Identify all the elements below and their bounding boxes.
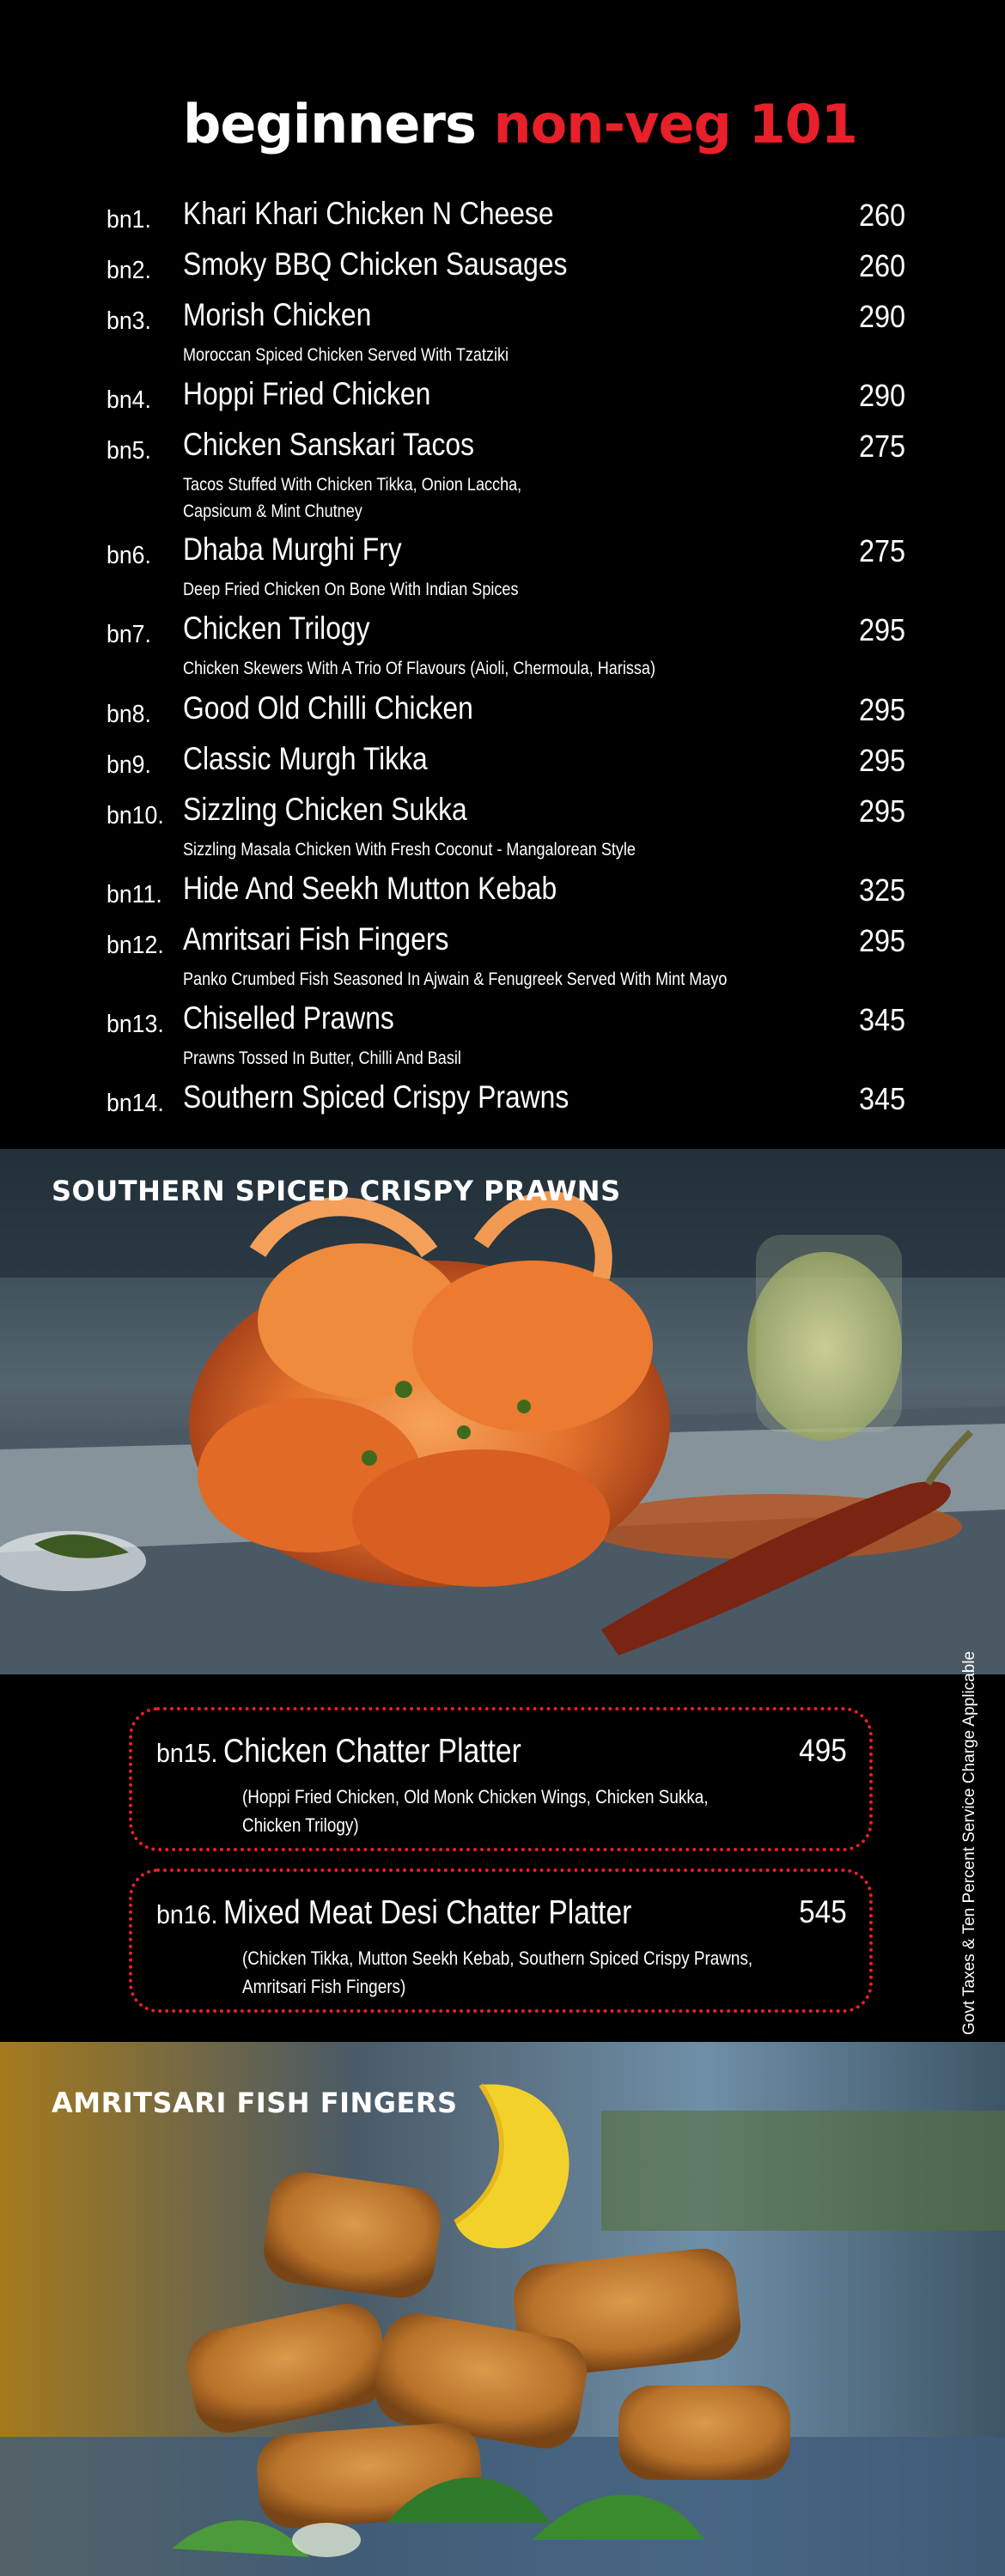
item-code: bn2. xyxy=(107,257,151,284)
item-description: Sizzling Masala Chicken With Fresh Coconut - Mangalorean Style xyxy=(183,840,636,860)
item-price: 325 xyxy=(858,872,905,908)
item-price: 275 xyxy=(858,533,905,568)
item-code: bn13. xyxy=(107,1011,164,1038)
item-price: 295 xyxy=(858,692,905,727)
prawns-photo xyxy=(0,1149,1005,1674)
item-code: bn15. xyxy=(156,1738,218,1768)
item-description: Chicken Skewers With A Trio Of Flavours (Aioli, Chermoula, Harissa) xyxy=(183,659,655,678)
item-name: Good Old Chilli Chicken xyxy=(183,690,473,726)
item-name: Chicken Sanskari Tacos xyxy=(183,427,475,462)
item-name: Sizzling Chicken Sukka xyxy=(183,792,467,827)
prawns-illustration xyxy=(0,1149,1005,1674)
item-price: 295 xyxy=(858,612,905,647)
title-non-veg: non-veg 101 xyxy=(493,93,857,155)
item-name: Smoky BBQ Chicken Sausages xyxy=(183,246,568,282)
platter-box xyxy=(129,1868,873,2013)
item-name: Hoppi Fried Chicken xyxy=(183,376,431,411)
item-code: bn6. xyxy=(107,542,151,569)
item-description: Panko Crumbed Fish Seasoned In Ajwain & Fenugreek Served With Mint Mayo xyxy=(183,969,728,989)
item-code: bn10. xyxy=(107,802,164,829)
item-name: Southern Spiced Crispy Prawns xyxy=(183,1079,570,1115)
item-code: bn4. xyxy=(107,386,151,414)
item-price: 260 xyxy=(858,248,905,283)
item-name: Chicken Chatter Platter xyxy=(223,1733,521,1770)
item-name: Hide And Seekh Mutton Kebab xyxy=(183,871,557,906)
item-name: Classic Murgh Tikka xyxy=(183,741,428,776)
item-description: Tacos Stuffed With Chicken Tikka, Onion Laccha, xyxy=(183,475,522,495)
item-price: 290 xyxy=(858,378,905,413)
item-description: (Hoppi Fried Chicken, Old Monk Chicken Wings, Chicken Sukka, xyxy=(242,1786,709,1807)
item-price: 295 xyxy=(858,743,905,778)
item-name: Chicken Trilogy xyxy=(183,611,370,646)
item-code: bn16. xyxy=(156,1899,218,1929)
tax-note: Govt Taxes & Ten Percent Service Charge Applicable xyxy=(960,1650,978,2035)
item-code: bn5. xyxy=(107,437,151,465)
item-price: 345 xyxy=(858,1002,905,1037)
item-description: (Chicken Tikka, Mutton Seekh Kebab, Southern Spiced Crispy Prawns, xyxy=(242,1947,753,1969)
item-price: 275 xyxy=(858,428,905,464)
item-description-line2: Amritsari Fish Fingers) xyxy=(242,1976,406,1997)
item-description: Moroccan Spiced Chicken Served With Tzatziki xyxy=(183,345,509,365)
photo-caption: SOUTHERN SPICED CRISPY PRAWNS xyxy=(52,1175,621,1207)
item-code: bn8. xyxy=(107,701,151,728)
item-code: bn7. xyxy=(107,621,151,648)
item-description: Deep Fried Chicken On Bone With Indian Spices xyxy=(183,580,519,599)
item-description-line2: Capsicum & Mint Chutney xyxy=(183,501,362,521)
item-description-line2: Chicken Trilogy) xyxy=(242,1814,359,1836)
item-price: 295 xyxy=(858,923,905,958)
item-price: 260 xyxy=(858,197,905,233)
item-name: Morish Chicken xyxy=(183,297,372,332)
fish-fingers-illustration xyxy=(0,2042,1005,2576)
photo-caption: AMRITSARI FISH FINGERS xyxy=(52,2087,458,2119)
item-price: 495 xyxy=(799,1733,847,1768)
item-name: Amritsari Fish Fingers xyxy=(183,921,449,957)
item-description: Prawns Tossed In Butter, Chilli And Basil xyxy=(183,1048,461,1068)
item-code: bn11. xyxy=(107,881,162,908)
title-beginners: beginners xyxy=(183,93,476,155)
item-price: 545 xyxy=(799,1894,847,1929)
item-name: Chiselled Prawns xyxy=(183,1000,394,1036)
platter-box xyxy=(129,1707,873,1851)
menu-section-title xyxy=(183,93,857,155)
item-price: 290 xyxy=(858,299,905,334)
item-price: 295 xyxy=(858,793,905,829)
item-price: 345 xyxy=(858,1081,905,1116)
item-code: bn3. xyxy=(107,307,151,335)
item-name: Khari Khari Chicken N Cheese xyxy=(183,196,554,231)
item-name: Mixed Meat Desi Chatter Platter xyxy=(223,1894,632,1931)
fish-fingers-photo xyxy=(0,2042,1005,2576)
item-code: bn14. xyxy=(107,1090,164,1117)
item-name: Dhaba Murghi Fry xyxy=(183,532,402,567)
item-code: bn12. xyxy=(107,932,164,959)
item-code: bn9. xyxy=(107,751,151,779)
item-code: bn1. xyxy=(107,206,151,234)
